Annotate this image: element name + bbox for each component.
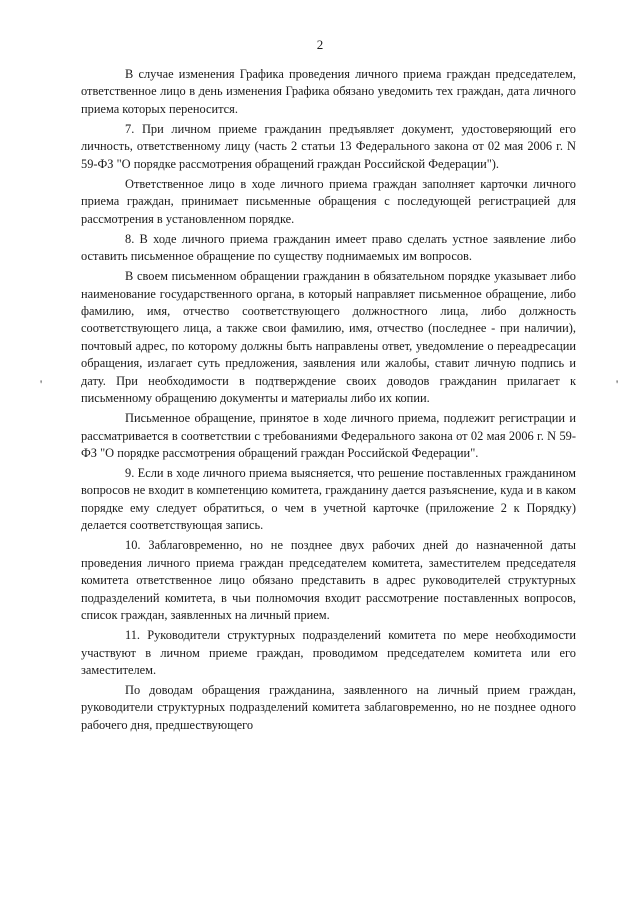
- paragraph-7-identity-document: 7. При личном приеме гражданин предъявляет документ, удостоверяющий его личность, ответственному лицу (часть 2 статьи 13 Федерального закона от 02 мая 2006 г. N 59-ФЗ "О порядке рассмотрения обращений граждан Российской Федерации").: [81, 121, 576, 171]
- paragraph-schedule-change: В случае изменения Графика проведения личного приема граждан председателем, ответственное лицо в день изменения Графика обязано уведомить тех граждан, дата личного приема которых переносится.: [81, 67, 576, 116]
- paragraph-11-unit-heads: 11. Руководители структурных подразделений комитета по мере необходимости участвуют в личном приеме граждан, проводимом председателем комитета или его заместителем.: [81, 628, 576, 677]
- paragraph-appeal-arguments: По доводам обращения гражданина, заявленного на личный прием граждан, руководители структурных подразделений комитета заблаговременно, но не позднее одного рабочего дня, предшествующего: [81, 683, 576, 732]
- paragraph-written-appeal-registration: Письменное обращение, принятое в ходе личного приема, подлежит регистрации и рассматривается в соответствии с требованиями Федерального закона от 02 мая 2006 г. N 59-ФЗ "О порядке рассмотрения обращений граждан Российской Федерации".: [81, 411, 576, 460]
- scan-mark-right: ': [616, 377, 619, 391]
- page-number: 2: [316, 37, 324, 52]
- paragraph-reception-cards: Ответственное лицо в ходе личного приема граждан заполняет карточки личного приема граждан, принимает письменные обращения с последующей регистрацией для рассмотрения в установленном порядке.: [81, 176, 576, 226]
- paragraph-8-oral-statement: 8. В ходе личного приема гражданин имеет право сделать устное заявление либо оставить письменное обращение по существу поднимаемых им вопросов.: [81, 231, 576, 264]
- paragraph-10-advance-notice: 10. Заблаговременно, но не позднее двух рабочих дней до назначенной даты проведения личного приема граждан председателем комитета, заместителем председателя комитета ответственное лицо обязано представить в адрес руководителей структурных подразделений комитета, в чьи полномочия входит рассмотрение поставленных вопросов, список граждан, заявленных на личный прием.: [81, 538, 576, 622]
- paragraph-written-appeal-contents: В своем письменном обращении гражданин в обязательном порядке указывает либо наименование государственного органа, в который направляет письменное обращение, либо фамилию, имя, отчество соответствующего должностного лица, либо должность соответствующего лица, а также свои фамилию, имя, отчество (последнее - при наличии), почтовый адрес, по которому должны быть направлены ответ, уведомление о переадресации обращения, излагает суть предложения, заявления или жалобы, ставит личную подпись и дату. При необходимости в подтверждение своих доводов гражданин прилагает к письменному обращению документы и материалы либо их копии.: [81, 269, 576, 406]
- document-body: [81, 66, 576, 737]
- scan-mark-left: ': [40, 377, 43, 391]
- paragraph-9-competence: 9. Если в ходе личного приема выясняется, что решение поставленных гражданином вопросов не входит в компетенцию комитета, гражданину дается разъяснение, куда и в каком порядке ему следует обратиться, о чем в учетной карточке (приложение 2 к Порядку) делается соответствующая запись.: [81, 466, 576, 533]
